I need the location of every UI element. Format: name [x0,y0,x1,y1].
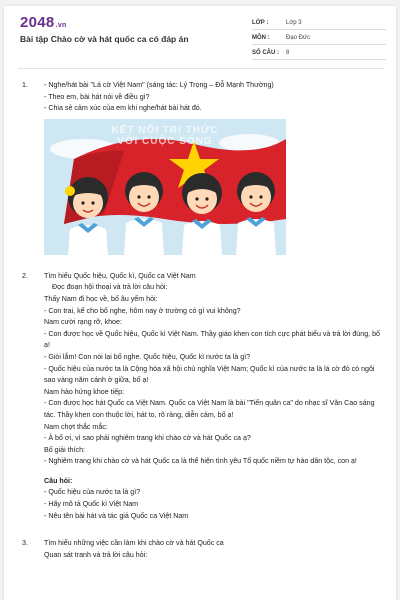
text-line: Tìm hiểu Quốc hiệu, Quốc kì, Quốc ca Việt Nam [44,271,196,280]
question-3 [22,538,384,561]
question-item: - Hãy mô tả Quốc kì Việt Nam [44,500,139,509]
text-line: Nam chợt thắc mắc: [44,422,108,431]
document-title: Bài tập Chào cờ và hát quốc ca có đáp án [20,34,189,44]
question-item: - Nêu tên bài hát và tác giả Quốc ca Việt Nam [44,511,189,520]
text-line: - Nghiêm trang khi chào cờ và hát Quốc ca là thể hiện tình yêu Tổ quốc niềm tự hào dân tộc, con ạ! [44,457,357,466]
question-number: 2. [22,271,28,280]
document-header [4,6,396,68]
text-line: Nam hào hứng khoe tiếp: [44,387,125,396]
question-1 [22,80,384,255]
document-content [22,80,384,561]
illustration-watermark [44,125,286,147]
question-number: 1. [22,81,28,89]
meta-value: 8 [286,49,290,56]
watermark-line: KẾT NỐI TRI THỨC [111,124,219,136]
watermark-line: VỚI CUỘC SỐNG [117,135,213,147]
meta-row-count [252,46,386,60]
question-number: 3. [22,539,28,548]
text-line: Bố giải thích: [44,445,86,454]
document-page [4,6,396,600]
text-line: Tìm hiểu những việc cần làm khi chào cờ và hát Quốc ca [44,539,224,548]
text-line: - Nghe/hát bài "Lá cờ Việt Nam" (sáng tác: Lý Trọng – Đỗ Mạnh Thường) [44,81,274,89]
meta-value: Lớp 3 [286,19,302,26]
text-line: - Con trai, kể cho bố nghe, hôm nay ở trường có gì vui không? [44,306,241,315]
meta-row-class [252,16,386,30]
text-line: - Quốc hiệu của nước ta là Cộng hòa xã hội chủ nghĩa Việt Nam; Quốc kì của nước ta là lá cờ đỏ có ngôi sao vàng năm cánh ở giữa, bố ạ! [44,364,375,385]
text-line: - Theo em, bài hát nói về điều gì? [44,92,150,101]
text-line: - Con được học về Quốc hiệu, Quốc kì Việt Nam. Thầy giáo khen con tích cực phát biểu và trả lời đúng, bố ạ! [44,329,380,350]
site-logo[interactable] [20,14,67,31]
questions-heading: Câu hỏi: [44,476,73,485]
meta-row-subject [252,31,386,45]
logo-suffix: .vn [55,22,67,29]
text-line: - Con được học hát Quốc ca Việt Nam. Quốc ca Việt Nam là bài "Tiến quân ca" do nhạc sĩ Văn Cao sáng tác. Thầy khen con thuộc lời, hát to, rõ ràng, diễn cảm, bố ạ! [44,399,375,419]
text-line: Đọc đoạn hội thoại và trả lời câu hỏi: [52,283,168,292]
text-line: - Giỏi lắm! Con nói lại bố nghe. Quốc hiệu, Quốc kì nước ta là gì? [44,352,251,361]
meta-key: SỐ CÂU : [252,49,279,56]
children-flag-illustration [44,119,286,255]
text-line: - Chia sẻ cảm xúc của em khi nghe/hát bài hát đó. [44,104,202,113]
meta-key: LỚP : [252,19,269,26]
text-line: - À bố ơi, vì sao phải nghiêm trang khi chào cờ và hát Quốc ca ạ? [44,434,251,443]
question-item: - Quốc hiệu của nước ta là gì? [44,488,141,497]
logo-text: 2048 [20,14,55,31]
header-divider [18,68,384,69]
meta-table [252,16,386,61]
text-line: Quan sát tranh và trả lời câu hỏi: [44,550,148,559]
meta-value: Đạo Đức [286,34,311,41]
meta-key: MÔN : [252,34,270,41]
question-2 [22,271,384,522]
text-line: Thấy Nam đi học về, bố âu yếm hỏi: [44,294,158,303]
text-line: Nam cười rạng rỡ, khoe: [44,318,122,327]
